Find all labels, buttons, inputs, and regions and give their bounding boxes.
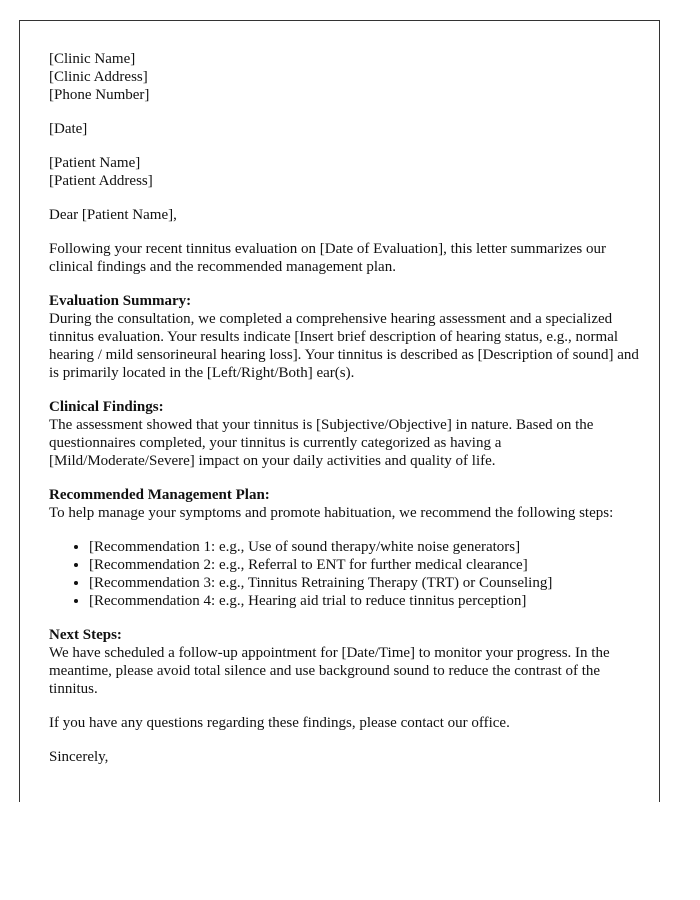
next-steps-body: We have scheduled a follow-up appointment for [Date/Time] to monitor your progress. In the meantime, please avoid total silence and use background sound to reduce the contrast of the tinnitus. xyxy=(49,645,610,697)
management-plan-section xyxy=(49,486,639,522)
clinic-address: [Clinic Address] xyxy=(49,69,148,85)
salutation: Dear [Patient Name], xyxy=(49,207,177,223)
management-plan-title: Recommended Management Plan: xyxy=(49,487,270,503)
evaluation-summary-section xyxy=(49,292,639,382)
list-item: • [Recommendation 2: e.g., Referral to ENT for further medical clearance] xyxy=(89,556,639,574)
list-item: • [Recommendation 3: e.g., Tinnitus Retraining Therapy (TRT) or Counseling] xyxy=(89,574,639,592)
clinical-findings-body: The assessment showed that your tinnitus is [Subjective/Objective] in nature. Based on the questionnaires completed, your tinnitus is currently categorized as having a [Mild/Moderate/Severe] impact on your daily activities and quality of life. xyxy=(49,417,594,469)
date-block xyxy=(49,120,639,138)
recipient-block xyxy=(49,154,639,190)
clinical-findings-section xyxy=(49,398,639,470)
patient-name: [Patient Name] xyxy=(49,155,141,171)
list-item: • [Recommendation 4: e.g., Hearing aid trial to reduce tinnitus perception] xyxy=(89,592,639,610)
clinical-findings-title: Clinical Findings: xyxy=(49,399,164,415)
letter-date: [Date] xyxy=(49,121,88,137)
letter-content xyxy=(49,50,639,782)
clinic-name: [Clinic Name] xyxy=(49,51,136,67)
clinic-phone: [Phone Number] xyxy=(49,87,150,103)
list-item: • [Recommendation 1: e.g., Use of sound therapy/white noise generators] xyxy=(89,538,639,556)
recommendations-list xyxy=(49,538,639,610)
next-steps-section xyxy=(49,626,639,698)
evaluation-summary-body: During the consultation, we completed a comprehensive hearing assessment and a specialized tinnitus evaluation. Your results indicate [Insert brief description of hearing status, e.g., normal hearing / mild sensorineural hearing loss]. Your tinnitus is described as [Description of sound] and is primarily located in the [Left/Right/Both] ear(s). xyxy=(49,311,639,381)
letter-page xyxy=(19,20,660,802)
patient-address: [Patient Address] xyxy=(49,173,153,189)
closing-note: If you have any questions regarding these findings, please contact our office. xyxy=(49,715,510,731)
intro-paragraph: Following your recent tinnitus evaluation on [Date of Evaluation], this letter summarizes our clinical findings and the recommended management plan. xyxy=(49,241,606,275)
sender-block xyxy=(49,50,639,104)
evaluation-summary-title: Evaluation Summary: xyxy=(49,293,192,309)
next-steps-title: Next Steps: xyxy=(49,627,122,643)
management-plan-body: To help manage your symptoms and promote habituation, we recommend the following steps: xyxy=(49,505,614,521)
signoff: Sincerely, xyxy=(49,749,109,765)
